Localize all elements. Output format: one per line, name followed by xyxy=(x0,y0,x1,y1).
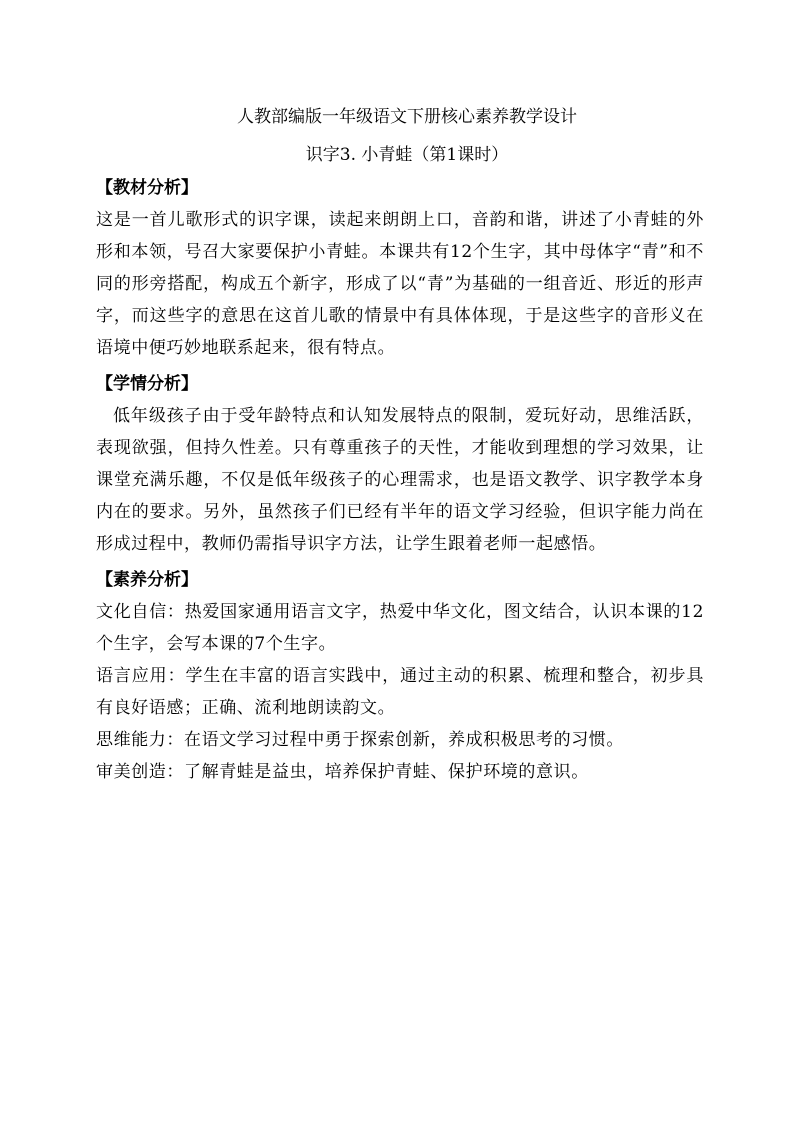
document-title: 人教部编版一年级语文下册核心素养教学设计 xyxy=(237,107,577,127)
section-learner-analysis xyxy=(96,368,704,560)
section-heading: 【教材分析】 xyxy=(96,178,198,198)
literacy-language-use: 语言应用：学生在丰富的语言实践中，通过主动的积累、梳理和整合，初步具有良好语感；正确、流利地朗读韵文。 xyxy=(96,666,704,718)
section-paragraph: 这是一首儿歌形式的识字课，读起来朗朗上口，音韵和谐，讲述了小青蛙的外形和本领，号召大家要保护小青蛙。本课共有12个生字，其中母体字“青”和不同的形旁搭配，构成五个新字，形成了以“青”为基础的一组音近、形近的形声字，而这些字的意思在这首儿歌的情景中有具体体现，于是这些字的音形义在语境中便巧妙地联系起来，很有特点。 xyxy=(96,210,704,358)
document-content xyxy=(96,104,704,788)
section-paragraph: 低年级孩子由于受年龄特点和认知发展特点的限制，爱玩好动，思维活跃，表现欲强，但持久性差。只有尊重孩子的天性，才能收到理想的学习效果，让课堂充满乐趣，不仅是低年级孩子的心理需求，也是语文教学、识字教学本身内在的要求。另外，虽然孩子们已经有半年的语文学习经验，但识字能力尚在形成过程中，教师仍需指导识字方法，让学生跟着老师一起感悟。 xyxy=(96,406,704,554)
section-heading: 【素养分析】 xyxy=(96,570,198,590)
section-heading: 【学情分析】 xyxy=(96,374,198,394)
section-literacy-analysis xyxy=(96,564,704,788)
section-textbook-analysis xyxy=(96,172,704,364)
literacy-thinking-ability: 思维能力：在语文学习过程中勇于探索创新，养成积极思考的习惯。 xyxy=(96,730,624,750)
literacy-aesthetic-creation: 审美创造：了解青蛙是益虫，培养保护青蛙、保护环境的意识。 xyxy=(96,762,589,782)
literacy-cultural-confidence: 文化自信：热爱国家通用语言文字，热爱中华文化，图文结合，认识本课的12个生字，会写本课的7个生字。 xyxy=(96,602,704,654)
lesson-subtitle: 识字3. 小青蛙（第1课时） xyxy=(305,145,509,165)
